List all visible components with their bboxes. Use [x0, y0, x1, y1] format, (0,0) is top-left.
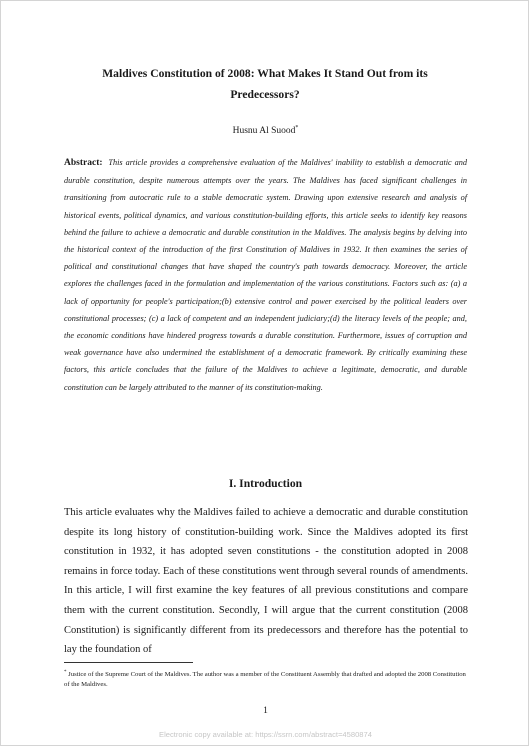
page-number: 1 [263, 706, 268, 716]
author-name: Husnu Al Suood [232, 126, 296, 137]
footnote-mark: * [64, 670, 67, 675]
author-footnote-mark: * [295, 125, 299, 131]
footnote [64, 668, 468, 690]
footnote-text: Justice of the Supreme Court of the Maldives. The author was a member of the Constituent Assembly that drafted and adopted the 2008 Constitution of the Maldives. [64, 671, 466, 689]
paper-title: Maldives Constitution of 2008: What Makes It Stand Out from its Predecessors? [102, 67, 428, 101]
abstract-label: Abstract: [64, 158, 103, 168]
ssrn-watermark: Electronic copy available at: https://ssrn.com/abstract=4580874 [159, 730, 372, 739]
abstract [64, 154, 467, 396]
section-heading-introduction: I. Introduction [228, 477, 303, 490]
introduction-paragraph: This article evaluates why the Maldives failed to achieve a democratic and durable constitution despite its long history of constitution-building work. Since the Maldives adopted its first constitution in 1932, it has adopted seven constitutions - the constitution adopted in 2008 remains in force today. Each of these constitutions went through several rounds of amendments. In this article, I will first examine the key features of all previous constitutions and compare them with the current constitution. Secondly, I will argue that the current constitution (2008 Constitution) is significantly different from its predecessors and therefore has the potential to lay the foundation of [64, 507, 468, 656]
author-line [1, 125, 529, 136]
abstract-text: This article provides a comprehensive evaluation of the Maldives' inability to establish a democratic and durable constitution, despite numerous attempts over the years. The Maldives has faced significant challenges in transitioning from autocratic rule to a stable democratic system. Drawing upon extensive research and analysis of historical events, political dynamics, and various constitution-building efforts, this article seeks to identify key reasons behind the failure to achieve a democratic and durable constitution in the Maldives. The analysis begins by delving into the historical context of the introduction of the first Constitution of Maldives in 1932. It then examines the series of political and constitutional changes that have shaped the country's path towards democracy. Moreover, the article explores the challenges faced in the formulation and implementation of the various constitutions. Factors such as: (a) a lack of opportunity for people's participation;(b) extensive control and power exercised by the political leaders over constitutional processes; (c) a lack of competent and an independent judiciary;(d) the literacy levels of the people; and, the economic conditions have hindered progress towards a durable constitution. Furthermore, issues of corruption and weak governance have also undermined the establishment of a democratic framework. By critically examining these factors, this article concludes that the failure of the Maldives to achieve a legitimate, democratic, and durable constitution can be largely attributed to the manner of its constitution-making. [64, 158, 468, 392]
footnote-divider [64, 662, 193, 663]
